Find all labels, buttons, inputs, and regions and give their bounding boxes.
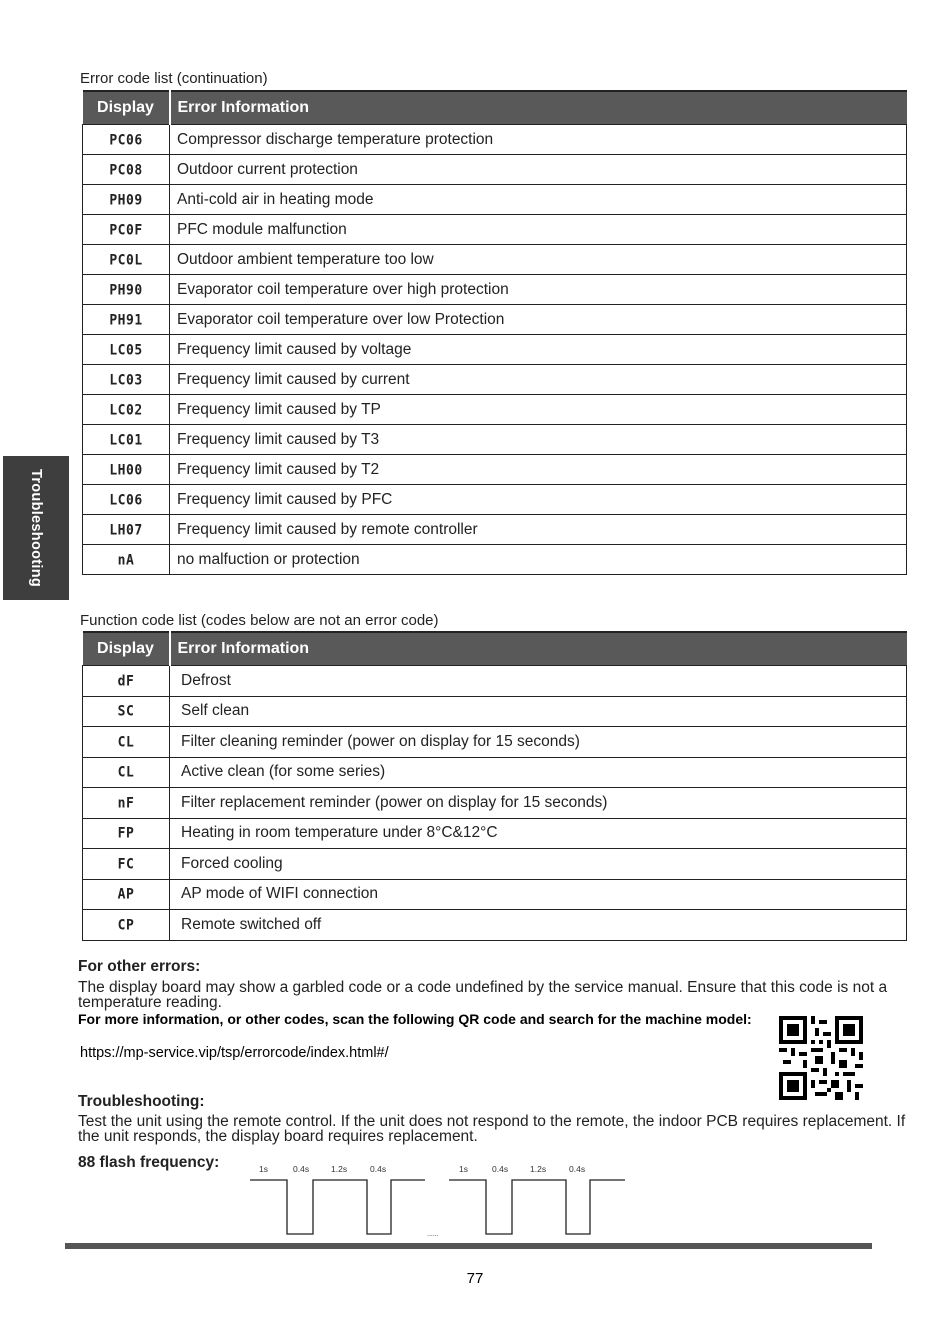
table-row <box>83 879 907 910</box>
display-code: AP <box>83 877 170 911</box>
table-row <box>83 485 907 515</box>
display-code: PC08 <box>83 153 170 187</box>
error-information: Frequency limit caused by PFC <box>170 485 907 515</box>
display-code: FC <box>83 847 170 881</box>
timing-label: 1.2s <box>530 1164 547 1174</box>
display-code: nA <box>83 543 170 577</box>
table-row <box>83 818 907 849</box>
table-row <box>83 910 907 941</box>
error-information: Frequency limit caused by current <box>170 365 907 395</box>
error-information: Frequency limit caused by voltage <box>170 335 907 365</box>
timing-label: 0.4s <box>370 1164 387 1174</box>
table-row <box>83 305 907 335</box>
flash-frequency-waveform <box>245 1160 635 1240</box>
display-code: dF <box>83 664 170 698</box>
error-information: Anti-cold air in heating mode <box>170 185 907 215</box>
error-information: Frequency limit caused by T2 <box>170 455 907 485</box>
timing-label: 1s <box>459 1164 468 1174</box>
table-row <box>83 425 907 455</box>
table-row <box>83 727 907 758</box>
table-row <box>83 666 907 697</box>
table-row <box>83 757 907 788</box>
table-row <box>83 185 907 215</box>
display-code: PC0L <box>83 243 170 277</box>
info-column-header: Error Information <box>170 91 907 125</box>
troubleshooting-text: Test the unit using the remote control. If the unit does not respond to the remote, the indoor PCB requires replacement. If the unit responds, the display board requires replacement. <box>78 1113 906 1145</box>
table-row <box>83 545 907 575</box>
table-row <box>83 245 907 275</box>
display-code: PH09 <box>83 183 170 217</box>
function-code-table <box>82 631 907 941</box>
table-row <box>83 215 907 245</box>
table-row <box>83 125 907 155</box>
error-information: Remote switched off <box>170 910 907 941</box>
qr-note: For more information, or other codes, scan the following QR code and search for the machine model: <box>78 1011 752 1027</box>
display-code: PH91 <box>83 303 170 337</box>
error-information: Forced cooling <box>170 849 907 880</box>
error-information: Filter cleaning reminder (power on display for 15 seconds) <box>170 727 907 758</box>
error-information: Outdoor current protection <box>170 155 907 185</box>
timing-label: 0.4s <box>569 1164 586 1174</box>
error-information: Heating in room temperature under 8°C&12°C <box>170 818 907 849</box>
display-code: SC <box>83 694 170 728</box>
display-code: LC02 <box>83 393 170 427</box>
table-row <box>83 696 907 727</box>
display-code: FP <box>83 816 170 850</box>
flash-frequency-heading: 88 flash frequency: <box>78 1154 220 1171</box>
table-row <box>83 515 907 545</box>
function-table-caption: Function code list (codes below are not an error code) <box>80 612 439 629</box>
display-code: LC01 <box>83 423 170 457</box>
table-row <box>83 365 907 395</box>
error-information: Frequency limit caused by T3 <box>170 425 907 455</box>
display-code: CL <box>83 755 170 789</box>
error-information: Evaporator coil temperature over high protection <box>170 275 907 305</box>
display-code: LH00 <box>83 453 170 487</box>
waveform-ellipsis: ...... <box>427 1231 439 1238</box>
table-row <box>83 335 907 365</box>
error-information: AP mode of WIFI connection <box>170 879 907 910</box>
error-table-caption: Error code list (continuation) <box>80 70 268 87</box>
error-information: Self clean <box>170 696 907 727</box>
waveform-right <box>449 1180 625 1234</box>
display-code: LC03 <box>83 363 170 397</box>
qr-code[interactable] <box>779 1016 863 1100</box>
table-header-row <box>83 632 907 666</box>
display-code: LC06 <box>83 483 170 517</box>
timing-label: 0.4s <box>492 1164 509 1174</box>
error-information: PFC module malfunction <box>170 215 907 245</box>
error-information: Compressor discharge temperature protection <box>170 125 907 155</box>
display-code: LH07 <box>83 513 170 547</box>
table-header-row <box>83 91 907 125</box>
error-information: no malfuction or protection <box>170 545 907 575</box>
table-row <box>83 455 907 485</box>
display-code: CL <box>83 725 170 759</box>
page-number: 77 <box>466 1270 484 1287</box>
timing-label: 1s <box>259 1164 268 1174</box>
error-information: Defrost <box>170 666 907 697</box>
footer-divider <box>65 1243 872 1249</box>
troubleshooting-heading: Troubleshooting: <box>78 1093 205 1110</box>
display-column-header: Display <box>83 91 170 125</box>
error-information: Active clean (for some series) <box>170 757 907 788</box>
other-errors-text: The display board may show a garbled code or a code undefined by the service manual. Ensure that this code is not a temperature reading. <box>78 979 888 1011</box>
display-code: LC05 <box>83 333 170 367</box>
display-code: PH90 <box>83 273 170 307</box>
error-information: Frequency limit caused by remote controller <box>170 515 907 545</box>
display-column-header: Display <box>83 632 170 666</box>
display-code: PC06 <box>83 123 170 157</box>
timing-label: 0.4s <box>293 1164 310 1174</box>
error-information: Outdoor ambient temperature too low <box>170 245 907 275</box>
table-row <box>83 275 907 305</box>
error-code-url[interactable]: https://mp-service.vip/tsp/errorcode/index.html#/ <box>80 1045 389 1061</box>
waveform-left <box>250 1180 425 1234</box>
table-row <box>83 788 907 819</box>
display-code: CP <box>83 908 170 942</box>
side-tab-label: Troubleshooting <box>28 468 44 588</box>
table-row <box>83 849 907 880</box>
error-information: Filter replacement reminder (power on display for 15 seconds) <box>170 788 907 819</box>
info-column-header: Error Information <box>170 632 907 666</box>
display-code: nF <box>83 786 170 820</box>
section-side-tab <box>3 456 69 600</box>
timing-label: 1.2s <box>331 1164 348 1174</box>
display-code: PC0F <box>83 213 170 247</box>
error-information: Frequency limit caused by TP <box>170 395 907 425</box>
table-row <box>83 395 907 425</box>
other-errors-heading: For other errors: <box>78 958 201 975</box>
error-code-table <box>82 90 907 575</box>
table-row <box>83 155 907 185</box>
error-information: Evaporator coil temperature over low Protection <box>170 305 907 335</box>
